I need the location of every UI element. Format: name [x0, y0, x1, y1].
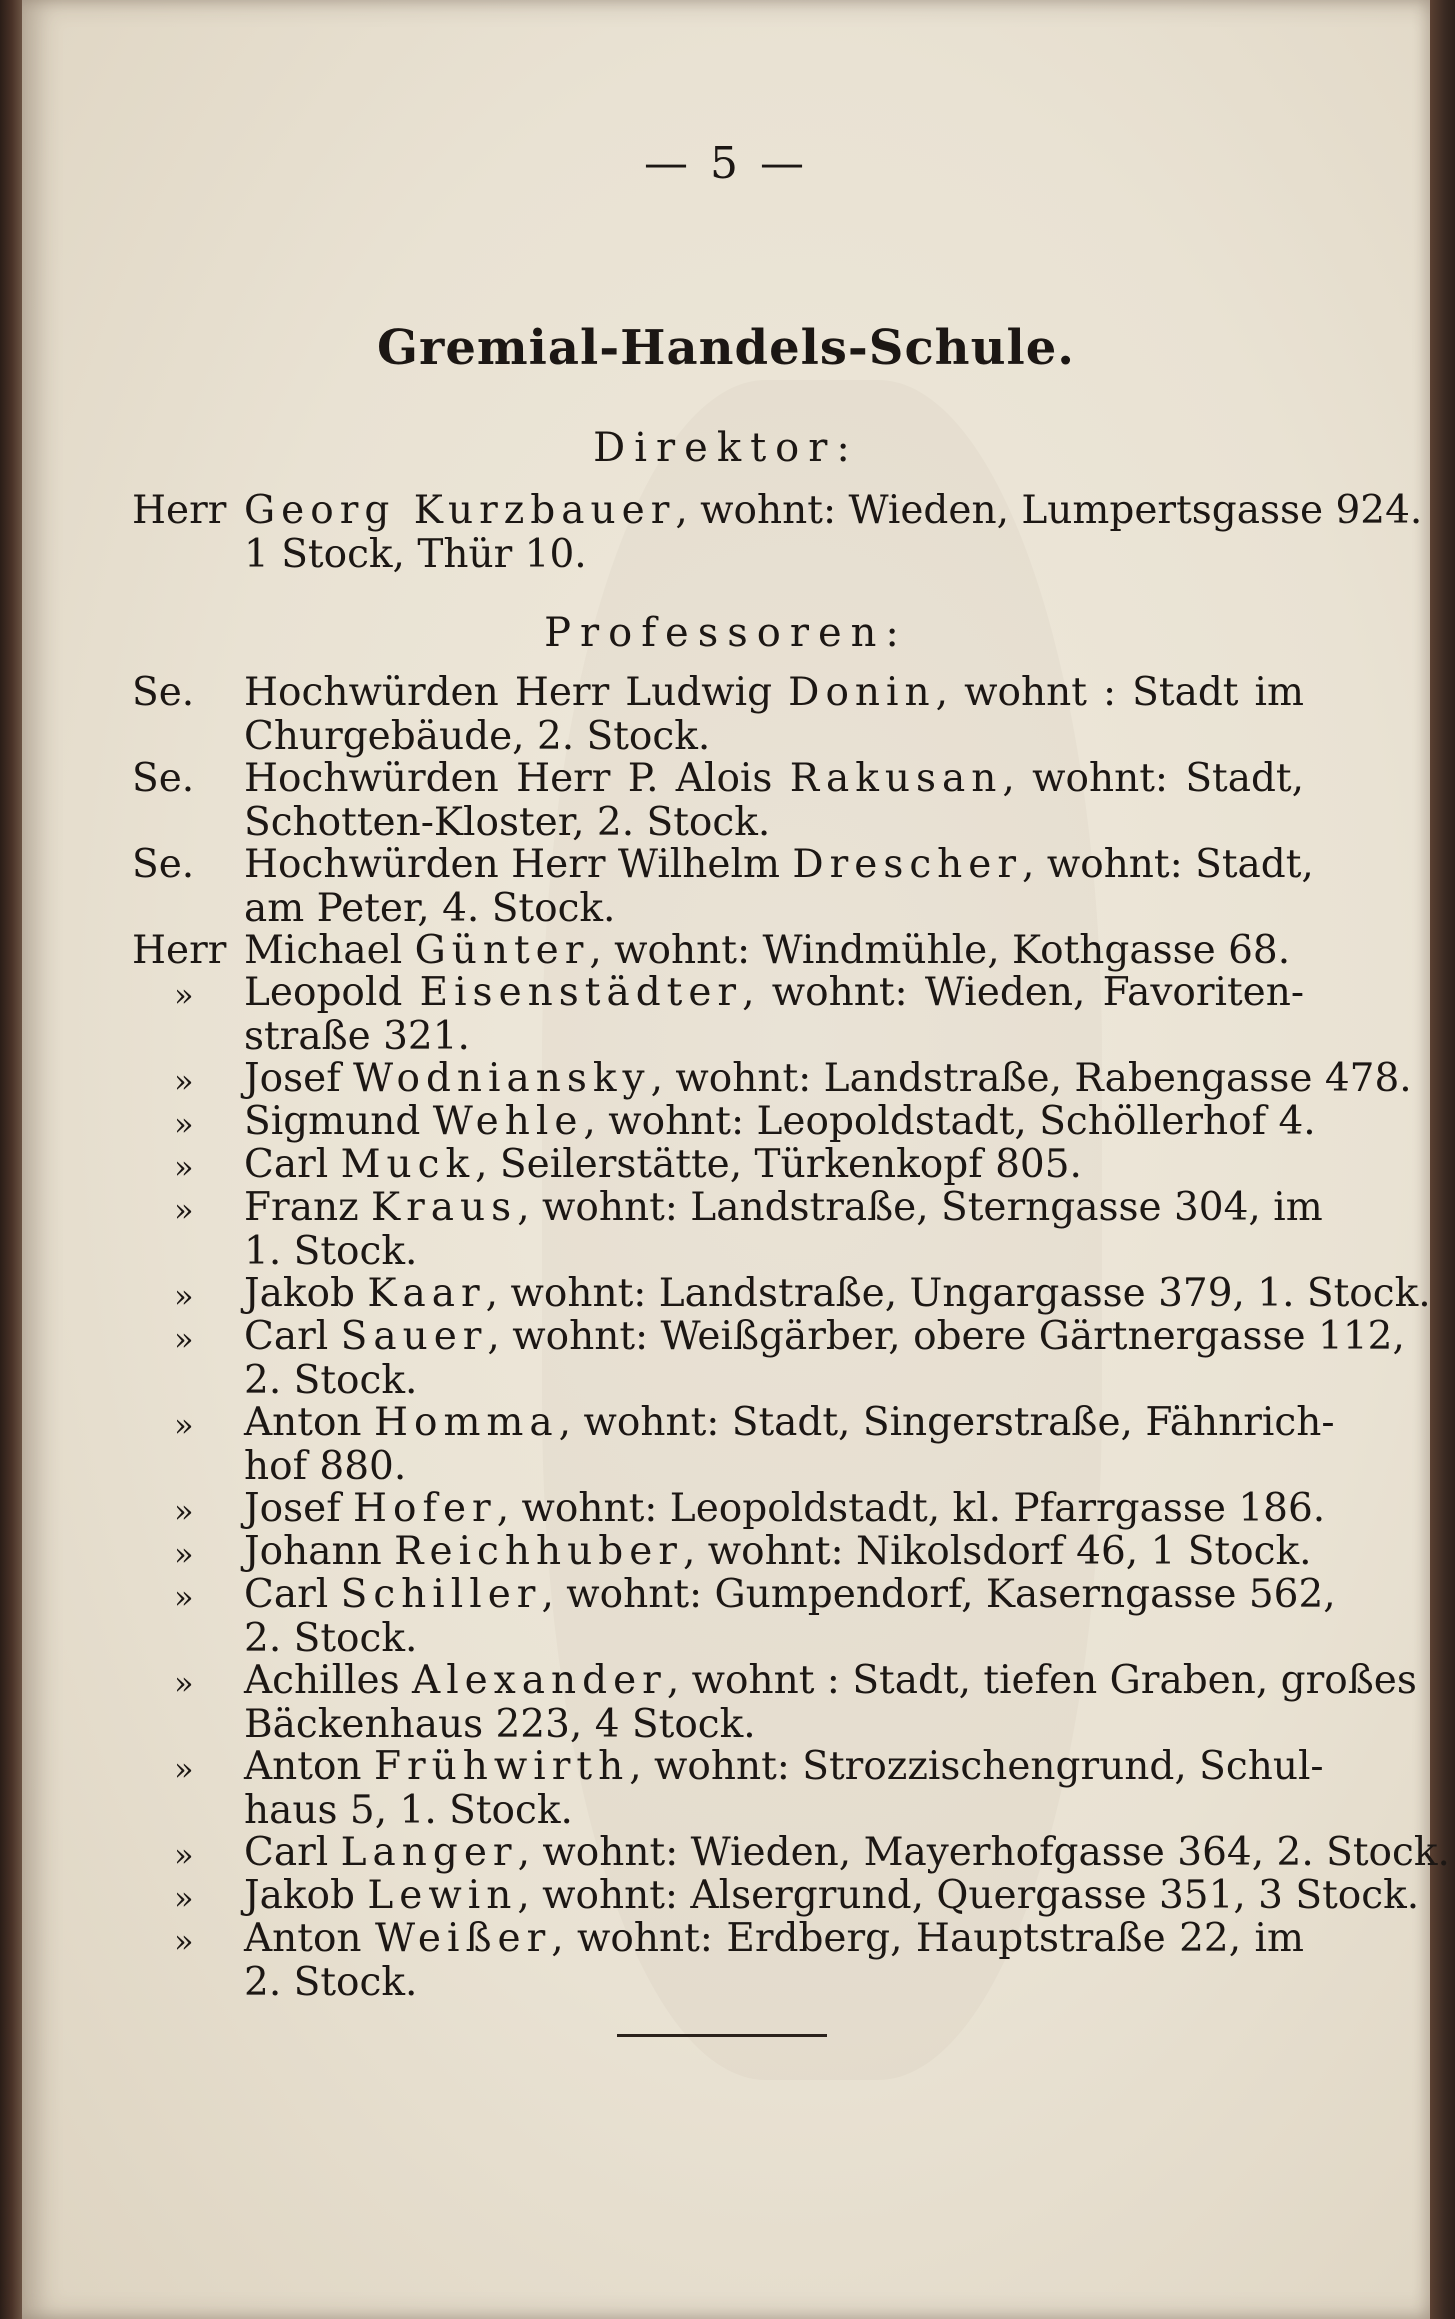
professor-entry: Hochwürden Herr Ludwig Donin, wohnt : Stadt im	[244, 670, 1304, 715]
ditto-mark: »	[174, 1191, 194, 1229]
professoren-heading: Professoren:	[544, 610, 908, 656]
ditto-mark: »	[174, 1062, 194, 1100]
professor-entry: Achilles Alexander, wohnt : Stadt, tiefen Graben, großes	[244, 1658, 1417, 1703]
professor-entry: Anton Weißer, wohnt: Erdberg, Hauptstraße 22, im	[244, 1916, 1304, 1961]
professor-entry: Josef Wodniansky, wohnt: Landstraße, Rabengasse 478.	[244, 1056, 1412, 1101]
ditto-mark: »	[174, 1879, 194, 1917]
ditto-mark: »	[174, 1836, 194, 1874]
ditto-mark: »	[174, 1105, 194, 1143]
professor-entry: Anton Homma, wohnt: Stadt, Singerstraße, Fähnrich-	[244, 1400, 1335, 1445]
professor-entry: Carl Muck, Seilerstätte, Türkenkopf 805.	[244, 1142, 1082, 1187]
professor-entry: Anton Frühwirth, wohnt: Strozzischengrund, Schul-	[244, 1744, 1324, 1789]
ditto-mark: »	[174, 1750, 194, 1788]
professor-entry: Carl Schiller, wohnt: Gumpendorf, Kaserngasse 562,	[244, 1572, 1336, 1617]
ditto-mark: »	[174, 1277, 194, 1315]
direktor-heading: Direktor:	[593, 425, 859, 471]
ditto-mark: »	[174, 976, 194, 1014]
page-edge	[1430, 0, 1455, 2319]
professor-entry: Hochwürden Herr Wilhelm Drescher, wohnt: Stadt,	[244, 842, 1314, 887]
ditto-mark: »	[174, 1578, 194, 1616]
ditto-mark: »	[174, 1148, 194, 1186]
page-title: Gremial-Handels-Schule.	[377, 320, 1075, 376]
professor-entry: Jakob Lewin, wohnt: Alsergrund, Quergasse 351, 3 Stock.	[244, 1873, 1420, 1918]
professor-entry: Johann Reichhuber, wohnt: Nikolsdorf 46, 1 Stock.	[244, 1529, 1312, 1574]
ditto-mark: »	[174, 1664, 194, 1702]
professor-entry: Michael Günter, wohnt: Windmühle, Kothgasse 68.	[244, 928, 1291, 973]
page-number: — 5 —	[644, 138, 808, 189]
end-rule	[617, 2034, 827, 2037]
ditto-mark: »	[174, 1535, 194, 1573]
ditto-mark: »	[174, 1320, 194, 1358]
professor-entry: Jakob Kaar, wohnt: Landstraße, Ungargasse 379, 1. Stock.	[244, 1271, 1431, 1316]
professor-entry: Franz Kraus, wohnt: Landstraße, Sterngasse 304, im	[244, 1185, 1323, 1230]
professor-entry: Hochwürden Herr P. Alois Rakusan, wohnt: Stadt,	[244, 756, 1305, 801]
ditto-mark: »	[174, 1922, 194, 1960]
ditto-mark: »	[174, 1406, 194, 1444]
professor-entry: Carl Langer, wohnt: Wieden, Mayerhofgasse 364, 2. Stock.	[244, 1830, 1450, 1875]
professor-entry: Leopold Eisenstädter, wohnt: Wieden, Favoriten-	[244, 970, 1304, 1015]
professor-entry: Carl Sauer, wohnt: Weißgärber, obere Gärtnergasse 112,	[244, 1314, 1405, 1359]
book-page: — 5 — Gremial-Handels-Schule. Direktor: Herr Georg Kurzbauer, wohnt: Wieden, Lumpertsgasse 924. 1 Stock, Thür 10. Professoren: Se. Hochwürden Herr Ludwig Donin, wohnt : Stadt im Churgebäude, 2. Stock. Se. Hochwürden Herr P. Alois Rakusan, wohnt: Stadt, Schotten-Kloster, 2. Stock. Se. Hochwürden Herr Wilhelm Drescher, wohnt: Stadt, am Peter, 4. Stock. Herr Michael Günter, wohnt: Windmühle, Kothgasse 68. » Leopold Eisenstädter, wohnt: Wieden, Favoriten- straße 321. » Josef Wodniansky, wohnt: Landstraße, Rabengasse 478. » Sigmund Wehle, wohnt: Leopoldstadt, Schöllerhof 4. » Carl Muck, Seilerstätte, Türkenkopf 805. » Franz Kraus, wohnt: Landstraße, Sterngasse 304, im 1. Stock. » Jakob Kaar, wohnt: Landstraße, Ungargasse 379, 1. Stock. » Carl Sauer, wohnt: Weißgärber, obere Gärtnergasse 112, 2. Stock. » Anton Homma, wohnt: Stadt, Singerstraße, Fähnrich- hof 880. » Josef Hofer, wohnt: Leopoldstadt, kl. Pfarrgasse 186. » Johann Reichhuber, wohnt: Nikolsdorf 46, 1 Stock. » Carl Schiller, wohnt: Gumpendorf, Kaserngasse 562, 2. Stock. » Achilles Alexander, wohnt : Stadt, tiefen Graben, großes Bäckenhaus 223, 4 Stock. » Anton Frühwirth, wohnt: Strozzischengrund, Schul- haus 5, 1. Stock. » Carl Langer, wohnt: Wieden, Mayerhofgasse 364, 2. Stock. » Jakob Lewin, wohnt: Alsergrund, Quergasse 351, 3 Stock. » Anton Weißer, wohnt: Erdberg, Hauptstraße 22, im 2. Stock.	[22, 0, 1430, 2319]
professor-entry: Sigmund Wehle, wohnt: Leopoldstadt, Schöllerhof 4.	[244, 1099, 1316, 1144]
book-spine	[0, 0, 22, 2319]
professor-entry: Josef Hofer, wohnt: Leopoldstadt, kl. Pfarrgasse 186.	[244, 1486, 1326, 1531]
ditto-mark: »	[174, 1492, 194, 1530]
direktor-entry: Georg Kurzbauer, wohnt: Wieden, Lumpertsgasse 924.	[244, 488, 1423, 533]
